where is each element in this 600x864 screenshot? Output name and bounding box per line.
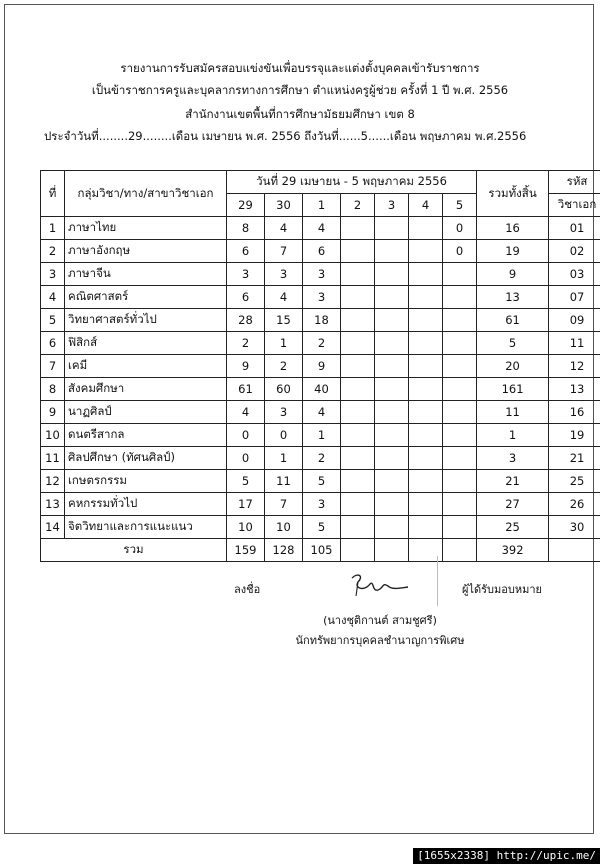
- table-row: [41, 355, 600, 378]
- day-count-cell: 6: [303, 240, 341, 263]
- day-count-cell: 3: [303, 286, 341, 309]
- day-count-cell: [443, 401, 477, 424]
- table-row: [41, 516, 600, 539]
- day-count-cell: 6: [227, 240, 265, 263]
- day-count-cell: [375, 263, 409, 286]
- row-number: 8: [41, 378, 65, 401]
- day-count-cell: [409, 401, 443, 424]
- row-number: 5: [41, 309, 65, 332]
- day-count-cell: [341, 470, 375, 493]
- day-count-cell: 5: [227, 470, 265, 493]
- subject-code: 01: [549, 217, 600, 240]
- report-subtitle: เป็นข้าราชการครูและบุคลากรทางการศึกษา ตำแหน่งครูผู้ช่วย ครั้งที่ 1 ปี พ.ศ. 2556: [91, 83, 509, 97]
- day-count-cell: [443, 516, 477, 539]
- day-count-cell: 3: [265, 263, 303, 286]
- day-count-cell: 2: [265, 355, 303, 378]
- sum-day-cell: 128: [265, 539, 303, 562]
- sum-row: [41, 539, 600, 562]
- row-total: 25: [477, 516, 549, 539]
- day-count-cell: 7: [265, 240, 303, 263]
- day-header: 4: [409, 194, 443, 217]
- handwritten-signature: [342, 570, 422, 598]
- day-count-cell: [409, 378, 443, 401]
- date-range-line: ประจำวันที่........29........เดือน เมษายน พ.ศ. 2556 ถึงวันที่......5......เดือน พฤษภาคม พ.ศ.2556: [44, 129, 527, 143]
- col-header-code-1: รหัส: [549, 171, 600, 194]
- day-count-cell: [443, 332, 477, 355]
- row-number: 13: [41, 493, 65, 516]
- day-count-cell: 10: [227, 516, 265, 539]
- day-count-cell: [409, 355, 443, 378]
- day-count-cell: [341, 286, 375, 309]
- signer-name: (นางชุติกานต์ สามชูศรี): [323, 614, 437, 627]
- subject-name: วิทยาศาสตร์ทั่วไป: [65, 309, 227, 332]
- day-count-cell: [409, 240, 443, 263]
- row-number: 1: [41, 217, 65, 240]
- subject-code: 21: [549, 447, 600, 470]
- row-total: 13: [477, 286, 549, 309]
- day-count-cell: [341, 516, 375, 539]
- subject-code: 03: [549, 263, 600, 286]
- day-count-cell: [443, 263, 477, 286]
- table-row: [41, 401, 600, 424]
- day-count-cell: [341, 355, 375, 378]
- day-count-cell: 9: [227, 355, 265, 378]
- day-header: 30: [265, 194, 303, 217]
- table-row: [41, 263, 600, 286]
- day-count-cell: [375, 309, 409, 332]
- table-row: [41, 424, 600, 447]
- day-count-cell: [375, 401, 409, 424]
- day-count-cell: [443, 470, 477, 493]
- day-count-cell: 4: [227, 401, 265, 424]
- day-count-cell: [443, 424, 477, 447]
- row-number: 9: [41, 401, 65, 424]
- subject-name: คณิตศาสตร์: [65, 286, 227, 309]
- day-count-cell: [341, 240, 375, 263]
- row-number: 7: [41, 355, 65, 378]
- subject-name: คหกรรมทั่วไป: [65, 493, 227, 516]
- table-row: [41, 309, 600, 332]
- day-count-cell: 1: [265, 447, 303, 470]
- sum-total: 392: [477, 539, 549, 562]
- day-count-cell: [409, 493, 443, 516]
- day-count-cell: [409, 286, 443, 309]
- subject-name: เคมี: [65, 355, 227, 378]
- subject-name: ภาษาจีน: [65, 263, 227, 286]
- row-total: 16: [477, 217, 549, 240]
- sum-day-cell: [443, 539, 477, 562]
- row-number: 12: [41, 470, 65, 493]
- sum-day-cell: [341, 539, 375, 562]
- day-count-cell: 3: [265, 401, 303, 424]
- day-count-cell: 18: [303, 309, 341, 332]
- subject-code: 19: [549, 424, 600, 447]
- day-count-cell: 2: [303, 332, 341, 355]
- day-count-cell: 4: [303, 217, 341, 240]
- day-count-cell: 2: [303, 447, 341, 470]
- table-row: [41, 240, 600, 263]
- day-count-cell: [341, 217, 375, 240]
- subject-name: สังคมศึกษา: [65, 378, 227, 401]
- day-count-cell: 61: [227, 378, 265, 401]
- day-count-cell: [409, 470, 443, 493]
- day-count-cell: [443, 309, 477, 332]
- day-count-cell: [443, 355, 477, 378]
- subject-name: ศิลปศึกษา (ทัศนศิลป์): [65, 447, 227, 470]
- table-row: [41, 378, 600, 401]
- day-count-cell: [443, 378, 477, 401]
- subject-code: 07: [549, 286, 600, 309]
- day-count-cell: [341, 424, 375, 447]
- subject-name: ภาษาอังกฤษ: [65, 240, 227, 263]
- day-count-cell: 1: [265, 332, 303, 355]
- day-count-cell: 5: [303, 516, 341, 539]
- day-count-cell: [443, 447, 477, 470]
- footer-divider: [437, 556, 438, 606]
- subject-name: ดนตรีสากล: [65, 424, 227, 447]
- day-count-cell: 4: [303, 401, 341, 424]
- day-count-cell: 15: [265, 309, 303, 332]
- row-total: 20: [477, 355, 549, 378]
- day-count-cell: [443, 286, 477, 309]
- col-header-subject: กลุ่มวิชา/ทาง/สาขาวิชาเอก: [65, 171, 227, 217]
- row-number: 3: [41, 263, 65, 286]
- row-number: 14: [41, 516, 65, 539]
- day-count-cell: [375, 332, 409, 355]
- day-count-cell: [341, 332, 375, 355]
- subject-code: 16: [549, 401, 600, 424]
- table-row: [41, 217, 600, 240]
- row-total: 9: [477, 263, 549, 286]
- day-count-cell: 11: [265, 470, 303, 493]
- day-count-cell: 0: [265, 424, 303, 447]
- row-total: 21: [477, 470, 549, 493]
- table-row: [41, 493, 600, 516]
- col-header-no: ที่: [41, 171, 65, 217]
- day-count-cell: [375, 355, 409, 378]
- col-header-code-2: วิชาเอก: [549, 194, 600, 217]
- day-count-cell: [375, 378, 409, 401]
- subject-code: 09: [549, 309, 600, 332]
- day-count-cell: 2: [227, 332, 265, 355]
- day-count-cell: [341, 378, 375, 401]
- row-total: 11: [477, 401, 549, 424]
- image-host-watermark: [1655x2338] http://upic.me/: [413, 848, 600, 864]
- day-count-cell: 3: [303, 493, 341, 516]
- row-number: 6: [41, 332, 65, 355]
- day-count-cell: [375, 447, 409, 470]
- sum-day-cell: 159: [227, 539, 265, 562]
- col-header-total: รวมทั้งสิ้น: [477, 171, 549, 217]
- row-number: 10: [41, 424, 65, 447]
- row-total: 61: [477, 309, 549, 332]
- day-header: 5: [443, 194, 477, 217]
- day-count-cell: [375, 470, 409, 493]
- table-row: [41, 332, 600, 355]
- day-count-cell: 0: [227, 424, 265, 447]
- day-header: 2: [341, 194, 375, 217]
- subject-code: 12: [549, 355, 600, 378]
- sign-label: ลงชื่อ: [234, 583, 261, 596]
- day-header: 1: [303, 194, 341, 217]
- day-count-cell: 4: [265, 286, 303, 309]
- sum-label: รวม: [41, 539, 227, 562]
- row-total: 27: [477, 493, 549, 516]
- subject-name: เกษตรกรรม: [65, 470, 227, 493]
- day-count-cell: [341, 493, 375, 516]
- subject-code: 11: [549, 332, 600, 355]
- row-number: 4: [41, 286, 65, 309]
- sum-day-cell: 105: [303, 539, 341, 562]
- row-total: 3: [477, 447, 549, 470]
- day-count-cell: [409, 217, 443, 240]
- receiver-label: ผู้ได้รับมอบหมาย: [462, 583, 542, 596]
- day-count-cell: 1: [303, 424, 341, 447]
- subject-name: ภาษาไทย: [65, 217, 227, 240]
- subject-code: 13: [549, 378, 600, 401]
- day-count-cell: 0: [227, 447, 265, 470]
- day-count-cell: 40: [303, 378, 341, 401]
- applicant-table: [40, 170, 600, 562]
- day-count-cell: 17: [227, 493, 265, 516]
- signer-position: นักทรัพยากรบุคคลชำนาญการพิเศษ: [295, 634, 465, 647]
- col-header-dates: วันที่ 29 เมษายน - 5 พฤษภาคม 2556: [227, 171, 477, 194]
- day-count-cell: [443, 493, 477, 516]
- day-count-cell: [375, 217, 409, 240]
- subject-code: 26: [549, 493, 600, 516]
- day-count-cell: [375, 424, 409, 447]
- day-count-cell: 3: [227, 263, 265, 286]
- row-total: 161: [477, 378, 549, 401]
- day-count-cell: [409, 332, 443, 355]
- day-count-cell: 7: [265, 493, 303, 516]
- day-count-cell: [409, 516, 443, 539]
- day-count-cell: 0: [443, 240, 477, 263]
- day-count-cell: [409, 424, 443, 447]
- day-count-cell: 0: [443, 217, 477, 240]
- subject-code: 25: [549, 470, 600, 493]
- day-count-cell: 4: [265, 217, 303, 240]
- day-count-cell: 8: [227, 217, 265, 240]
- day-count-cell: [341, 401, 375, 424]
- day-count-cell: 3: [303, 263, 341, 286]
- table-row: [41, 286, 600, 309]
- subject-name: นาฏศิลป์: [65, 401, 227, 424]
- day-count-cell: [341, 263, 375, 286]
- sum-day-cell: [375, 539, 409, 562]
- subject-code: 02: [549, 240, 600, 263]
- day-count-cell: 60: [265, 378, 303, 401]
- day-count-cell: [375, 240, 409, 263]
- row-number: 2: [41, 240, 65, 263]
- row-total: 1: [477, 424, 549, 447]
- day-count-cell: [409, 263, 443, 286]
- office-name: สำนักงานเขตพื้นที่การศึกษามัธยมศึกษา เขต 8: [185, 107, 415, 121]
- subject-code: 30: [549, 516, 600, 539]
- day-count-cell: [409, 447, 443, 470]
- day-header: 3: [375, 194, 409, 217]
- day-count-cell: [409, 309, 443, 332]
- table-body: [41, 217, 600, 539]
- table-row: [41, 447, 600, 470]
- table-row: [41, 470, 600, 493]
- day-count-cell: 28: [227, 309, 265, 332]
- day-header: 29: [227, 194, 265, 217]
- report-title: รายงานการรับสมัครสอบแข่งขันเพื่อบรรจุและแต่งตั้งบุคคลเข้ารับราชการ: [120, 61, 480, 75]
- subject-name: จิตวิทยาและการแนะแนว: [65, 516, 227, 539]
- day-count-cell: 5: [303, 470, 341, 493]
- day-count-cell: [341, 447, 375, 470]
- row-number: 11: [41, 447, 65, 470]
- row-total: 5: [477, 332, 549, 355]
- day-count-cell: [375, 516, 409, 539]
- row-total: 19: [477, 240, 549, 263]
- day-count-cell: 6: [227, 286, 265, 309]
- day-count-cell: 10: [265, 516, 303, 539]
- subject-name: ฟิสิกส์: [65, 332, 227, 355]
- day-count-cell: 9: [303, 355, 341, 378]
- header-row-1: [41, 171, 600, 194]
- day-count-cell: [341, 309, 375, 332]
- day-count-cell: [375, 493, 409, 516]
- sum-code: [549, 539, 600, 562]
- day-count-cell: [375, 286, 409, 309]
